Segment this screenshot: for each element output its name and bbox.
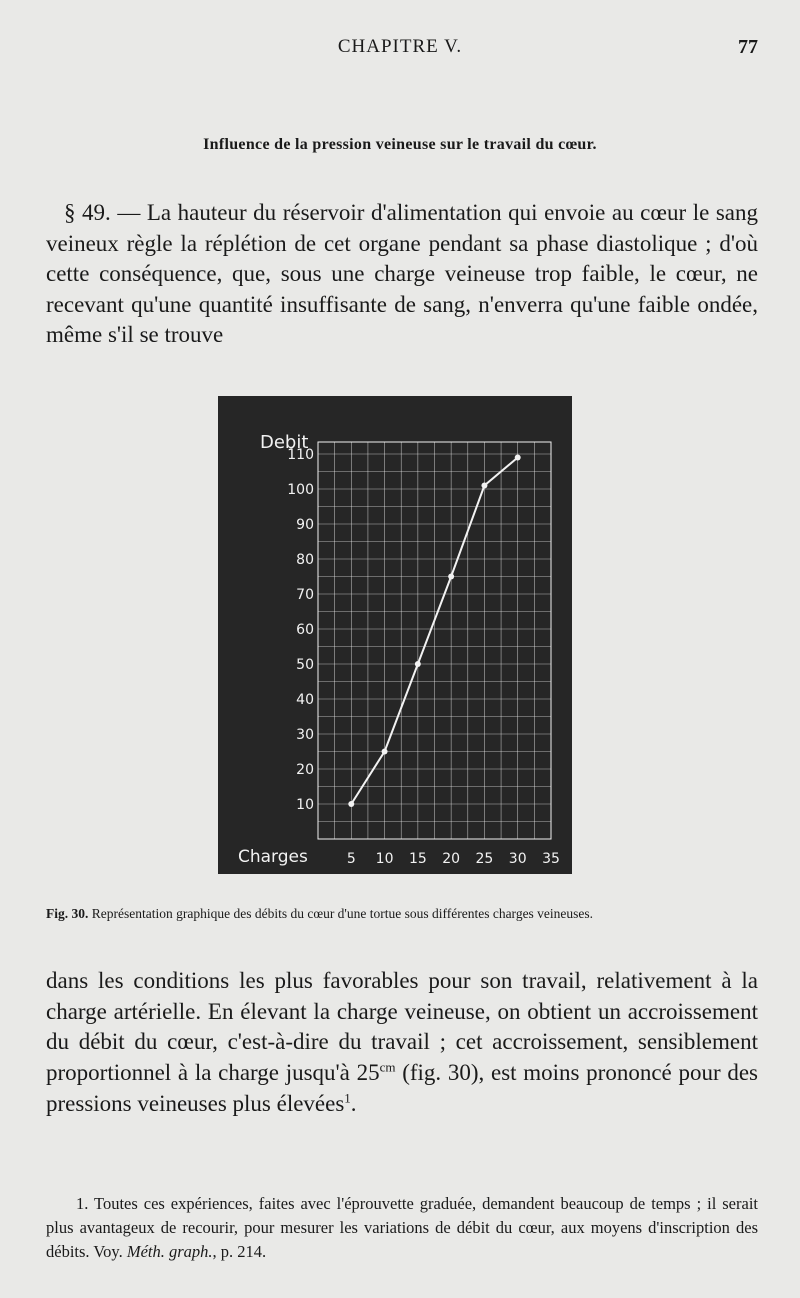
- data-point: [382, 749, 388, 755]
- y-tick-label: 110: [287, 447, 314, 463]
- chapter-title: CHAPITRE V.: [337, 36, 463, 57]
- x-axis-title: Charges: [238, 847, 308, 867]
- y-tick-label: 20: [296, 762, 314, 778]
- footnote-ref: 1: [344, 1090, 351, 1106]
- y-tick-label: 80: [296, 552, 314, 568]
- x-tick-label: 35: [542, 851, 560, 867]
- section-title: Influence de la pression veineuse sur le travail du cœur.: [203, 136, 597, 153]
- section-mark: § 49.: [64, 200, 111, 225]
- paragraph-1: [46, 198, 758, 351]
- footnote-text: 1. Toutes ces expériences, faites avec l'éprouvette graduée, demandent beaucoup de temps ; il serait plus avantageux de recourir, pour mesurer les variations de débit du cœur, aux moyens d'inscription des débits. Voy.: [46, 1194, 758, 1261]
- y-tick-label: 70: [296, 587, 314, 603]
- data-point: [448, 574, 454, 580]
- x-tick-label: 5: [346, 851, 356, 867]
- paragraph-2: [46, 966, 758, 1120]
- footnote-end: , p. 214.: [212, 1242, 267, 1261]
- data-point: [415, 661, 421, 667]
- y-tick-label: 60: [296, 622, 314, 638]
- y-axis-title: Debit: [260, 432, 309, 453]
- y-tick-label: 30: [296, 727, 314, 743]
- paragraph-1-text: — La hauteur du réservoir d'alimentation qui envoie au cœur le sang veineux règle la réplétion de cet organe pendant sa phase diastolique ; d'où cette conséquence, que, sous une charge veineuse trop faible, le cœur, ne recevant qu'une quantité insuffisante de sang, n'enverra qu'une faible ondée, même s'il se trouve: [46, 200, 758, 347]
- figure-30: [218, 396, 572, 874]
- caption-label: Fig. 30.: [46, 906, 89, 921]
- figure-caption: [46, 905, 762, 923]
- page-number: 77: [738, 36, 758, 58]
- x-tick-label: 25: [475, 851, 494, 867]
- data-point: [515, 455, 521, 461]
- footnote: [46, 1192, 758, 1264]
- caption-text: Représentation graphique des débits du cœur d'une tortue sous différentes charges veineuses.: [88, 906, 594, 921]
- paragraph-2-text: dans les conditions les plus favorables pour son travail, relativement à la charge artérielle. En élevant la charge veineuse, on obtient un accroissement du débit du cœur, c'est-à-dire du travail ; cet accroissement, sensiblement proportionnel à la charge jusqu'à 25: [46, 968, 758, 1086]
- x-tick-label: 10: [375, 851, 394, 867]
- paragraph-2-text-after: (fig. 30), est moins prononcé pour des pressions veineuses plus élevées: [46, 1060, 758, 1116]
- y-tick-label: 40: [296, 692, 314, 708]
- footnote-italic: Méth. graph.: [126, 1242, 213, 1261]
- x-tick-label: 30: [508, 851, 527, 867]
- running-head: [40, 36, 760, 64]
- y-tick-label: 90: [296, 517, 314, 533]
- data-point: [481, 483, 487, 489]
- unit-superscript: cm: [379, 1059, 396, 1075]
- debit-chart: [218, 396, 572, 874]
- y-tick-label: 50: [296, 657, 314, 673]
- y-tick-label: 100: [287, 482, 314, 498]
- y-tick-label: 10: [296, 797, 314, 813]
- x-tick-label: 20: [442, 851, 461, 867]
- data-point: [348, 801, 354, 807]
- x-tick-label: 15: [408, 851, 427, 867]
- paragraph-2-end: .: [350, 1090, 357, 1116]
